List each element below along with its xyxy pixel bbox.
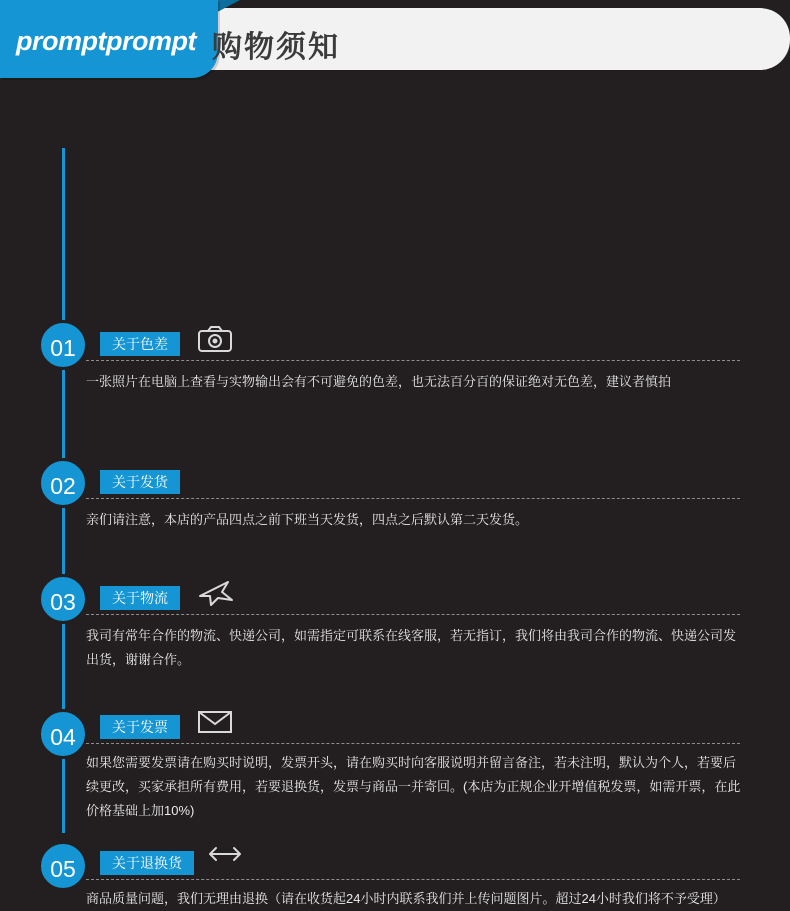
section-tag: 关于物流	[100, 586, 180, 610]
item-text: 一张照片在电脑上查看与实物输出会有不可避免的色差，也无法百分百的保证绝对无色差，建议者慎拍	[86, 374, 672, 389]
divider	[86, 743, 740, 744]
step-number-badge: 01	[38, 320, 88, 370]
page-header	[0, 0, 790, 88]
divider	[86, 614, 740, 615]
divider	[86, 879, 740, 880]
logo-text: promptprompt	[16, 26, 196, 56]
divider	[86, 498, 740, 499]
item-text: 如果您需要发票请在购买时说明，发票开头，请在购买时向客服说明并留言备注，若未注明，默认为个人，若要后续更改，买家承担所有费用，若要退换货，发票与商品一并寄回。(本店为正规企业开增值税发票，如需开票，在此价格基础上加10%)	[86, 755, 741, 818]
plane-icon	[198, 578, 234, 606]
item-text: 商品质量问题，我们无理由退换（请在收货起24小时内联系我们并上传问题图片。超过24小时我们将不予受理）	[86, 891, 726, 906]
divider	[86, 360, 740, 361]
item-text: 亲们请注意，本店的产品四点之前下班当天发货，四点之后默认第二天发货。	[86, 512, 529, 527]
page-title: 购物须知	[212, 31, 340, 64]
section-tag: 关于色差	[100, 332, 180, 356]
mail-icon	[198, 710, 232, 734]
logo-ribbon	[0, 0, 218, 78]
section-tag: 关于发票	[100, 715, 180, 739]
step-number-badge: 03	[38, 574, 88, 624]
step-number-badge: 02	[38, 458, 88, 508]
section-tag: 关于发货	[100, 470, 180, 494]
exchange-icon	[208, 845, 242, 863]
step-number-badge: 04	[38, 709, 88, 759]
item-text: 我司有常年合作的物流、快递公司，如需指定可联系在线客服，若无指订，我们将由我司合作的物流、快递公司发出货，谢谢合作。	[86, 628, 737, 667]
step-number-badge: 05	[38, 841, 88, 891]
camera-icon	[198, 326, 232, 352]
section-tag: 关于退换货	[100, 851, 194, 875]
